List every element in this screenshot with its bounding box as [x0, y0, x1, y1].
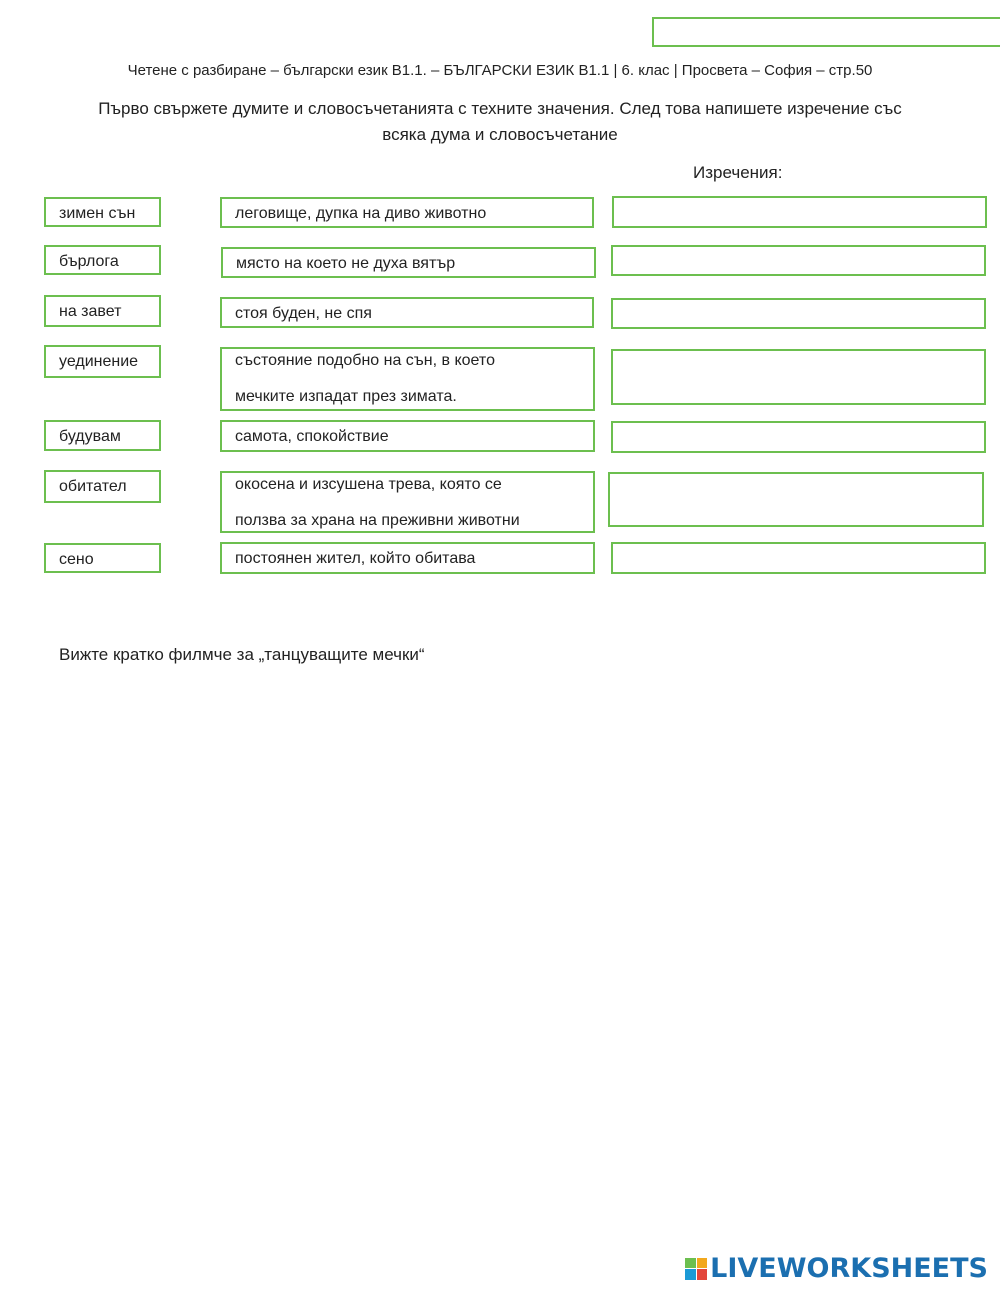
word-box[interactable]: уединение — [44, 345, 161, 378]
page-header: Четене с разбиране – български език В1.1. – БЪЛГАРСКИ ЕЗИК В1.1 | 6. клас | Просвета – София – стр.50 — [127, 62, 873, 79]
definition-line: мечките изпадат през зимата. — [235, 388, 457, 405]
sentence-input[interactable] — [611, 298, 986, 329]
definition-box[interactable]: леговище, дупка на диво животно — [220, 197, 594, 228]
sentence-input[interactable] — [611, 542, 986, 574]
instructions-line-1: Първо свържете думите и словосъчетанията с техните значения. След това напишете изречение със — [98, 99, 902, 118]
definition-line: състояние подобно на сън, в което — [235, 352, 495, 369]
word-box[interactable]: сено — [44, 543, 161, 573]
video-note: Вижте кратко филмче за „танцуващите мечки“ — [59, 645, 425, 664]
definition-box[interactable] — [220, 471, 595, 533]
sentences-label: Изречения: — [693, 163, 783, 182]
word-box[interactable]: зимен сън — [44, 197, 161, 227]
definition-box[interactable]: самота, спокойствие — [220, 420, 595, 452]
top-answer-input[interactable] — [652, 17, 1000, 47]
sentence-input[interactable] — [612, 196, 987, 228]
definition-line: окосена и изсушена трева, която се — [235, 476, 502, 493]
instructions-line-2: всяка дума и словосъчетание — [382, 125, 618, 144]
live-mark-icon — [685, 1258, 707, 1280]
definition-box[interactable]: стоя буден, не спя — [220, 297, 594, 328]
definition-line: ползва за храна на преживни животни — [235, 512, 520, 529]
definition-box[interactable] — [220, 347, 595, 411]
definition-box[interactable]: място на което не духа вятър — [221, 247, 596, 278]
logo-text: LIVEWORKSHEETS — [710, 1253, 988, 1284]
definition-box[interactable]: постоянен жител, който обитава — [220, 542, 595, 574]
sentence-input[interactable] — [611, 245, 986, 276]
sentence-input[interactable] — [608, 472, 984, 527]
sentence-input[interactable] — [611, 349, 986, 405]
liveworksheets-logo — [685, 1253, 988, 1284]
word-box[interactable]: на завет — [44, 295, 161, 327]
word-box[interactable]: будувам — [44, 420, 161, 451]
instructions — [70, 96, 930, 148]
word-box[interactable]: обитател — [44, 470, 161, 503]
word-box[interactable]: бърлога — [44, 245, 161, 275]
sentence-input[interactable] — [611, 421, 986, 453]
